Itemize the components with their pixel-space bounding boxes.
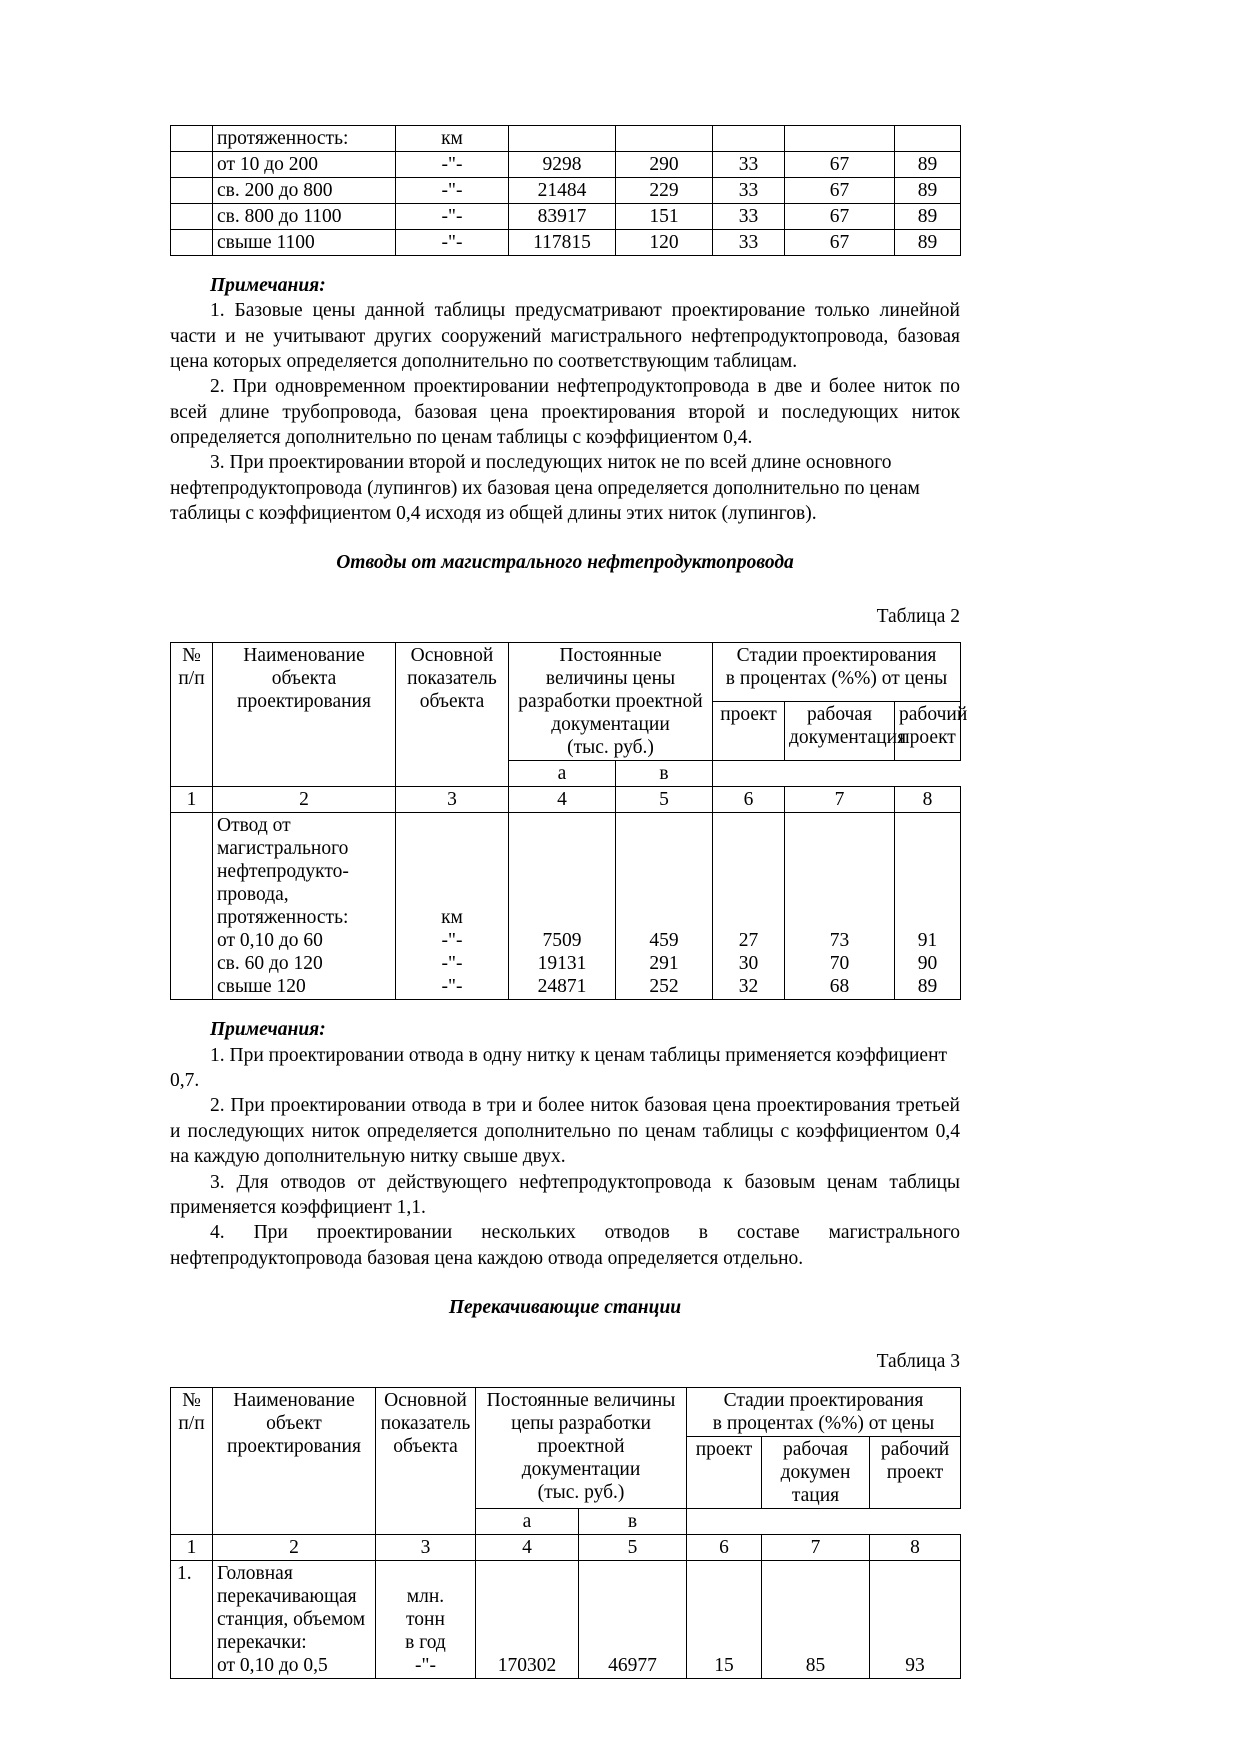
table-row-group <box>171 813 961 1000</box>
colnum-8: 8 <box>870 1534 961 1560</box>
header-prices <box>509 643 713 761</box>
header-prices-line5: (тыс. руб.) <box>567 737 654 759</box>
header-num <box>171 643 213 787</box>
header-stage-rabochaya-dok <box>785 702 907 761</box>
colnum-6: 6 <box>713 787 785 813</box>
cell-price-b-block <box>579 1560 687 1678</box>
section-heading-perekachivayushchie: Перекачивающие станции <box>448 1296 682 1318</box>
header-stage-rabochiy-proekt <box>870 1436 961 1508</box>
cell-stage-7-block <box>762 1560 870 1678</box>
cell-stage-6: 33 <box>713 230 785 256</box>
header-prices-line3: разработки проектной <box>518 691 703 713</box>
a-row-1: 7509 <box>542 930 582 952</box>
b-row-1: 46977 <box>608 1654 657 1676</box>
object-line-1: Отвод от <box>217 815 291 837</box>
colnum-7: 7 <box>785 787 895 813</box>
p8-row-1: 91 <box>917 930 938 952</box>
cell-num: 1. <box>171 1560 213 1678</box>
cell-object: от 10 до 200 <box>213 152 396 178</box>
cell-stage-8-block <box>895 813 961 1000</box>
cell-price-a: 21484 <box>509 178 616 204</box>
cell-stage-7: 67 <box>785 230 895 256</box>
unit-main: км <box>441 907 463 929</box>
header-spacer-6 <box>713 761 785 787</box>
colnum-4: 4 <box>509 787 616 813</box>
header-object <box>213 1387 376 1534</box>
object-line-1: Головная <box>217 1562 293 1584</box>
header-stage-proekt: проект <box>687 1436 762 1508</box>
cell-price-b: 151 <box>616 204 713 230</box>
colnum-1: 1 <box>171 787 213 813</box>
page-content <box>170 125 968 1679</box>
table-row <box>171 204 961 230</box>
cell-price-b: 290 <box>616 152 713 178</box>
object-line-2: магистрального <box>217 838 349 860</box>
p7-row-1: 85 <box>805 1654 826 1676</box>
notes-table-2 <box>170 1017 960 1270</box>
unit-row-1: -"- <box>441 930 463 952</box>
header-spacer-7 <box>762 1508 870 1534</box>
header-prices <box>476 1387 687 1508</box>
unit-line-1: млн. <box>406 1585 445 1607</box>
colnum-5: 5 <box>616 787 713 813</box>
note-item: 1. При проектировании отвода в одну нитку к ценам таблицы применяется коэффициент 0,7. <box>170 1044 948 1092</box>
header-sub-a: а <box>476 1508 579 1534</box>
header-prices-line2: величины цены <box>545 668 676 690</box>
header-prices-line1: Постоянные величины <box>486 1389 676 1411</box>
unit-line-3: в год <box>405 1631 446 1653</box>
colnum-3: 3 <box>376 1534 476 1560</box>
cell-stage-6-block <box>687 1560 762 1678</box>
p6-row-3: 32 <box>738 976 759 998</box>
b-row-1: 459 <box>649 930 679 952</box>
cell-price-a: 117815 <box>509 230 616 256</box>
cell-price-a: 9298 <box>509 152 616 178</box>
cell-price-b: 229 <box>616 178 713 204</box>
object-line-4: перекачки: <box>217 1631 307 1653</box>
cell-num <box>171 813 213 1000</box>
cell-num <box>171 204 213 230</box>
object-line-3: нефтепродукто- <box>217 861 349 883</box>
header-stage-rp-line2: проект <box>886 1461 944 1483</box>
cell-object-block <box>213 1560 376 1678</box>
note-item: 1. Базовые цены данной таблицы предусматривают проектирование только линейной части и не учитывают других сооружений магистрального нефтепродуктопровода, базовая цена которых определяется дополнительно по соответствующим таблицам. <box>170 300 960 373</box>
cell-num <box>171 230 213 256</box>
cell-unit: км <box>396 126 509 152</box>
p8-row-3: 89 <box>917 976 938 998</box>
header-num-line1: № <box>182 645 201 667</box>
colnum-2: 2 <box>213 1534 376 1560</box>
colnum-4: 4 <box>476 1534 579 1560</box>
object-line-4: провода, <box>217 884 289 906</box>
cell-unit-block <box>376 1560 476 1678</box>
header-stage-rd-line1: рабочая <box>807 704 873 726</box>
cell-stage-7: 67 <box>785 204 895 230</box>
note-item: 2. При одновременном проектировании нефтепродуктопровода в две и более ниток по всей длине трубопровода, базовая цена проектирования второй и последующих ниток определяется дополнительно по ценам таблицы с коэффициентом 0,4. <box>170 376 960 449</box>
cell-stage-6: 33 <box>713 152 785 178</box>
header-indicator-line3: объекта <box>393 1435 458 1457</box>
header-stages-line1: Стадии проектирования <box>723 1389 924 1411</box>
cell-stage-8: 89 <box>895 230 961 256</box>
table-row-group <box>171 1560 961 1678</box>
cell-unit: -"- <box>396 152 509 178</box>
header-num-line2: п/п <box>178 1412 205 1434</box>
unit-row-2: -"- <box>441 953 463 975</box>
p6-row-1: 27 <box>738 930 759 952</box>
header-stage-rd-line2: документация <box>789 727 907 749</box>
p8-row-2: 90 <box>917 953 938 975</box>
colnum-6: 6 <box>687 1534 762 1560</box>
table-row <box>171 152 961 178</box>
notes-title: Примечания: <box>210 275 326 296</box>
header-object <box>213 643 396 787</box>
note-item: 3. При проектировании второй и последующих ниток не по всей длине основного нефтепродуктопровода (лупингов) их базовая цена определяется дополнительно по ценам таблицы с коэффициентом 0,4 исходя из общей длины этих ниток (лупингов). <box>170 452 920 525</box>
table-row <box>171 126 961 152</box>
header-sub-b: в <box>616 761 713 787</box>
b-row-3: 252 <box>649 976 679 998</box>
cell-price-b <box>616 126 713 152</box>
cell-price-a: 83917 <box>509 204 616 230</box>
table-1-continuation <box>170 125 961 256</box>
colnum-5: 5 <box>579 1534 687 1560</box>
header-indicator-line1: Основной <box>410 645 494 667</box>
cell-price-b: 120 <box>616 230 713 256</box>
header-indicator-line2: показатель <box>407 668 497 690</box>
cell-num <box>171 152 213 178</box>
header-indicator-line1: Основной <box>384 1389 467 1411</box>
cell-stage-8 <box>895 126 961 152</box>
unit-row-3: -"- <box>441 976 463 998</box>
header-stage-rabochaya-dok <box>762 1436 870 1508</box>
cell-stage-7-block <box>785 813 895 1000</box>
header-indicator <box>376 1387 476 1534</box>
header-stage-rp-line1: рабочий <box>880 1438 950 1460</box>
table-numbering-row <box>171 1534 961 1560</box>
cell-price-a-block <box>476 1560 579 1678</box>
cell-stage-6: 33 <box>713 204 785 230</box>
header-stages <box>713 643 961 702</box>
note-item: 4. При проектировании нескольких отводов в составе магистрального нефтепродуктопровода базовая цена каждою отвода определяется отдельно. <box>170 1222 960 1269</box>
header-stage-rabochiy-proekt <box>895 702 968 761</box>
cell-stage-7: 67 <box>785 152 895 178</box>
object-line-7: св. 60 до 120 <box>217 953 323 975</box>
object-line-5: от 0,10 до 0,5 <box>217 1654 328 1676</box>
object-line-3: станция, объемом <box>217 1608 366 1630</box>
cell-object-block <box>213 813 396 1000</box>
header-num <box>171 1387 213 1534</box>
colnum-2: 2 <box>213 787 396 813</box>
a-row-1: 170302 <box>497 1654 557 1676</box>
header-num-line2: п/п <box>178 668 205 690</box>
unit-row-1: -"- <box>415 1654 436 1676</box>
notes-title: Примечания: <box>210 1019 326 1041</box>
header-sub-a: а <box>509 761 616 787</box>
header-prices-line4: документации <box>551 714 670 736</box>
cell-unit: -"- <box>396 230 509 256</box>
a-row-3: 24871 <box>537 976 587 998</box>
b-row-2: 291 <box>649 953 679 975</box>
header-indicator-line2: показатель <box>380 1412 471 1434</box>
header-prices-line1: Постоянные <box>559 645 662 667</box>
header-sub-b: в <box>579 1508 687 1534</box>
object-line-5: протяженность: <box>217 907 349 929</box>
header-object-line2: объект <box>266 1412 322 1434</box>
cell-stage-8: 89 <box>895 178 961 204</box>
header-spacer-6 <box>687 1508 762 1534</box>
table-2-label: Таблица 2 <box>876 606 960 628</box>
cell-num <box>171 178 213 204</box>
cell-stage-7 <box>785 126 895 152</box>
header-stage-rd-line1: рабочая <box>783 1438 849 1460</box>
cell-stage-6: 33 <box>713 178 785 204</box>
object-line-6: от 0,10 до 60 <box>217 930 323 952</box>
cell-object: св. 200 до 800 <box>213 178 396 204</box>
header-object-line2: объекта <box>271 668 337 690</box>
cell-stage-8-block <box>870 1560 961 1678</box>
header-indicator <box>396 643 509 787</box>
section-heading-otvody: Отводы от магистрального нефтепродуктопровода <box>336 552 794 574</box>
header-num-line1: № <box>182 1389 201 1411</box>
cell-stage-6 <box>713 126 785 152</box>
p7-row-1: 73 <box>829 930 850 952</box>
header-prices-line4: (тыс. руб.) <box>537 1481 625 1503</box>
notes-table-1 <box>170 273 960 526</box>
cell-stage-6-block <box>713 813 785 1000</box>
header-stage-rd-line2: докумен <box>780 1461 851 1483</box>
table-3-label: Таблица 3 <box>876 1350 960 1372</box>
table-header-row <box>171 1387 961 1436</box>
p8-row-1: 93 <box>905 1654 925 1676</box>
p6-row-2: 30 <box>738 953 759 975</box>
cell-unit-block <box>396 813 509 1000</box>
cell-object: св. 800 до 1100 <box>213 204 396 230</box>
cell-stage-8: 89 <box>895 204 961 230</box>
note-item: 3. Для отводов от действующего нефтепродуктопровода к базовым ценам таблицы применяется коэффициент 1,1. <box>170 1171 960 1218</box>
table-3-perekachivayushchie-stancii <box>170 1387 961 1679</box>
table-row <box>171 178 961 204</box>
header-object-line3: проектирования <box>227 1435 361 1457</box>
unit-line-2: тонн <box>406 1608 445 1630</box>
note-item: 2. При проектировании отвода в три и более ниток базовая цена проектирования третьей и последующих ниток определяется дополнительно по ценам таблицы с коэффициентом 0,4 на каждую дополнительную нитку свыше двух. <box>170 1095 960 1168</box>
header-stages-line2: в процентах (%%) от цены <box>712 1412 935 1434</box>
header-stage-rp-line1: рабочий <box>899 704 968 726</box>
header-stages-line1: Стадии проектирования <box>736 645 937 667</box>
colnum-1: 1 <box>171 1534 213 1560</box>
cell-object: свыше 1100 <box>213 230 396 256</box>
colnum-7: 7 <box>762 1534 870 1560</box>
header-indicator-line3: объекта <box>419 691 485 713</box>
cell-num <box>171 126 213 152</box>
p7-row-3: 68 <box>829 976 850 998</box>
cell-stage-7: 67 <box>785 178 895 204</box>
a-row-2: 19131 <box>537 953 587 975</box>
header-object-line1: Наименование <box>243 645 365 667</box>
header-stage-proekt: проект <box>713 702 785 761</box>
table-row <box>171 230 961 256</box>
object-line-8: свыше 120 <box>217 976 306 998</box>
header-spacer-7 <box>785 761 895 787</box>
header-object-line1: Наименование <box>233 1389 355 1411</box>
cell-object: протяженность: <box>213 126 396 152</box>
cell-unit: -"- <box>396 178 509 204</box>
header-stage-rp-line2: проект <box>899 727 956 749</box>
header-prices-line2: цепы разработки <box>511 1412 651 1434</box>
header-spacer-8 <box>870 1508 961 1534</box>
header-stages <box>687 1387 961 1436</box>
header-object-line3: проектирования <box>237 691 371 713</box>
cell-price-a <box>509 126 616 152</box>
cell-price-b-block <box>616 813 713 1000</box>
p7-row-2: 70 <box>829 953 850 975</box>
header-stages-line2: в процентах (%%) от цены <box>725 668 948 690</box>
cell-unit: -"- <box>396 204 509 230</box>
table-numbering-row <box>171 787 961 813</box>
colnum-3: 3 <box>396 787 509 813</box>
header-prices-line3: проектной документации <box>521 1435 641 1480</box>
p6-row-1: 15 <box>714 1654 734 1676</box>
object-line-2: перекачивающая <box>217 1585 357 1607</box>
cell-price-a-block <box>509 813 616 1000</box>
colnum-8: 8 <box>895 787 961 813</box>
table-2-otvody <box>170 642 968 1000</box>
table-header-row <box>171 643 961 702</box>
cell-stage-8: 89 <box>895 152 961 178</box>
header-stage-rd-line3: тация <box>791 1484 840 1506</box>
header-spacer-8 <box>895 761 961 787</box>
